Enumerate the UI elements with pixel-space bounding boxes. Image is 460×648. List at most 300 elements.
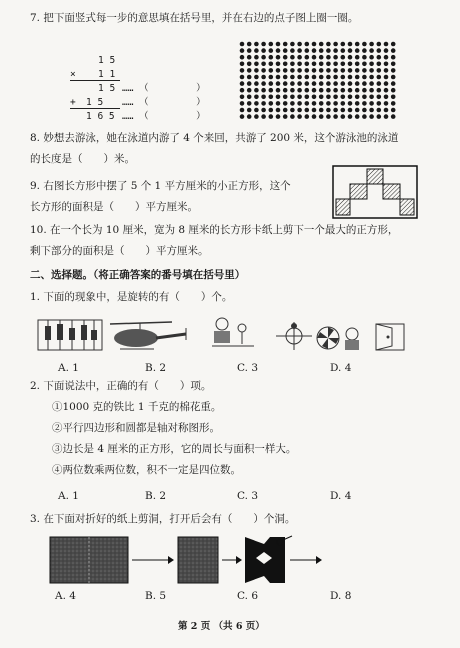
- grid-dot: [333, 62, 338, 67]
- grid-dot: [240, 42, 245, 47]
- grid-dot: [240, 81, 245, 86]
- grid-dot: [283, 101, 288, 106]
- grid-dot: [290, 62, 295, 67]
- grid-dot: [369, 55, 374, 60]
- grid-dot: [369, 62, 374, 67]
- grid-dot: [297, 75, 302, 80]
- grid-dot: [319, 75, 324, 80]
- grid-dot: [348, 62, 353, 67]
- page-footer: 第 2 页 （共 6 页）: [178, 621, 265, 632]
- grid-dot: [341, 42, 346, 47]
- grid-dot: [333, 88, 338, 93]
- grid-dot: [276, 81, 281, 86]
- grid-dot: [276, 101, 281, 106]
- grid-dot: [319, 42, 324, 47]
- grid-dot: [240, 62, 245, 67]
- grid-dot: [341, 95, 346, 100]
- grid-dot: [384, 95, 389, 100]
- q8-line1: 8. 妙想去游泳，她在泳道内游了 4 个来回，共游了 200 米，这个游泳池的泳道: [30, 132, 399, 144]
- grid-dot: [326, 68, 331, 73]
- grid-dot: [305, 95, 310, 100]
- grid-dot: [247, 75, 252, 80]
- grid-dot: [341, 55, 346, 60]
- grid-dot: [369, 95, 374, 100]
- grid-dot: [391, 48, 396, 53]
- grid-dot: [326, 108, 331, 113]
- grid-dot: [391, 101, 396, 106]
- grid-dot: [355, 81, 360, 86]
- grid-dot: [355, 88, 360, 93]
- grid-dot: [348, 75, 353, 80]
- grid-dot: [369, 114, 374, 119]
- grid-dot: [377, 48, 382, 53]
- grid-dot: [319, 108, 324, 113]
- grid-dot: [341, 114, 346, 119]
- grid-dot: [297, 108, 302, 113]
- grid-dot: [269, 48, 274, 53]
- grid-dot: [312, 101, 317, 106]
- grid-dot: [355, 108, 360, 113]
- grid-dot: [333, 114, 338, 119]
- grid-dot: [297, 114, 302, 119]
- grid-dot: [290, 81, 295, 86]
- grid-dot: [369, 48, 374, 53]
- grid-dot: [348, 68, 353, 73]
- c2-statement-3: ③边长是 4 厘米的正方形，它的周长与面积一样大。: [52, 443, 297, 455]
- grid-dot: [384, 75, 389, 80]
- grid-dot: [362, 62, 367, 67]
- grid-dot: [290, 48, 295, 53]
- grid-dot: [247, 95, 252, 100]
- grid-dot: [384, 68, 389, 73]
- grid-dot: [362, 48, 367, 53]
- grid-dot: [269, 55, 274, 60]
- grid-dot: [319, 62, 324, 67]
- c2-statement-4: ④两位数乘两位数，积不一定是四位数。: [52, 464, 241, 476]
- grid-dot: [312, 114, 317, 119]
- grid-dot: [319, 88, 324, 93]
- grid-dot: [254, 48, 259, 53]
- grid-dot: [283, 95, 288, 100]
- grid-dot: [305, 48, 310, 53]
- grid-dot: [377, 81, 382, 86]
- grid-dot: [240, 48, 245, 53]
- grid-dot: [254, 81, 259, 86]
- grid-dot: [369, 88, 374, 93]
- grid-dot: [254, 95, 259, 100]
- grid-dot: [312, 48, 317, 53]
- c1-option-a: A. 1: [58, 362, 79, 374]
- grid-dot: [283, 55, 288, 60]
- grid-dot: [254, 75, 259, 80]
- q7-row5-fill: …… （ ）: [122, 111, 206, 122]
- grid-dot: [369, 108, 374, 113]
- grid-dot: [341, 62, 346, 67]
- grid-dot: [276, 88, 281, 93]
- grid-dot: [283, 108, 288, 113]
- grid-dot: [283, 42, 288, 47]
- grid-dot: [297, 88, 302, 93]
- grid-dot: [305, 42, 310, 47]
- grid-dot: [261, 101, 266, 106]
- grid-dot: [290, 42, 295, 47]
- grid-dot: [348, 95, 353, 100]
- grid-dot: [391, 88, 396, 93]
- grid-dot: [254, 101, 259, 106]
- grid-dot: [384, 55, 389, 60]
- grid-dot: [341, 101, 346, 106]
- grid-dot: [297, 101, 302, 106]
- q7-row2: 1 1: [98, 69, 116, 80]
- q10-line1: 10. 在一个长为 10 厘米，宽为 8 厘米的长方形卡纸上剪下一个最大的正方形，: [30, 224, 399, 236]
- grid-dot: [341, 48, 346, 53]
- grid-dot: [261, 108, 266, 113]
- grid-dot: [312, 55, 317, 60]
- grid-dot: [312, 88, 317, 93]
- c3-option-c: C. 6: [237, 590, 259, 602]
- grid-dot: [276, 48, 281, 53]
- grid-dot: [362, 55, 367, 60]
- grid-dot: [312, 68, 317, 73]
- grid-dot: [247, 81, 252, 86]
- grid-dot: [348, 81, 353, 86]
- grid-dot: [377, 42, 382, 47]
- grid-dot: [290, 55, 295, 60]
- grid-dot: [247, 108, 252, 113]
- grid-dot: [362, 75, 367, 80]
- grid-dot: [341, 88, 346, 93]
- grid-dot: [348, 101, 353, 106]
- c1-phenomena-images: [36, 316, 436, 356]
- grid-dot: [269, 108, 274, 113]
- grid-dot: [240, 108, 245, 113]
- grid-dot: [355, 114, 360, 119]
- grid-dot: [290, 108, 295, 113]
- grid-dot: [326, 62, 331, 67]
- grid-dot: [391, 55, 396, 60]
- grid-dot: [333, 42, 338, 47]
- c1-option-d: D. 4: [330, 362, 352, 374]
- grid-dot: [377, 62, 382, 67]
- grid-dot: [355, 42, 360, 47]
- grid-dot: [333, 55, 338, 60]
- grid-dot: [391, 108, 396, 113]
- grid-dot: [261, 114, 266, 119]
- grid-dot: [391, 42, 396, 47]
- section2-title: 二、选择题。（将正确答案的番号填在括号里）: [30, 269, 246, 281]
- grid-dot: [377, 68, 382, 73]
- q10-line2: 剩下部分的面积是（ ）平方厘米。: [30, 245, 209, 257]
- helicopter-image: [110, 322, 186, 349]
- grid-dot: [312, 81, 317, 86]
- grid-dot: [384, 62, 389, 67]
- grid-dot: [319, 55, 324, 60]
- grid-dot: [283, 88, 288, 93]
- c2-option-c: C. 3: [237, 490, 259, 502]
- grid-dot: [369, 75, 374, 80]
- grid-dot: [305, 68, 310, 73]
- grid-dot: [377, 75, 382, 80]
- grid-dot: [297, 48, 302, 53]
- grid-dot: [391, 114, 396, 119]
- grid-dot: [261, 42, 266, 47]
- c1-text: 1. 下面的现象中，是旋转的有（ ）个。: [30, 291, 233, 303]
- grid-dot: [269, 95, 274, 100]
- grid-dot: [240, 88, 245, 93]
- grid-dot: [240, 114, 245, 119]
- grid-dot: [305, 55, 310, 60]
- grid-dot: [348, 108, 353, 113]
- grid-dot: [312, 62, 317, 67]
- grid-dot: [269, 75, 274, 80]
- grid-dot: [283, 81, 288, 86]
- grid-dot: [348, 42, 353, 47]
- grid-dot: [355, 68, 360, 73]
- q7-row4-op: +: [70, 97, 76, 108]
- grid-dot: [384, 114, 389, 119]
- grid-dot: [362, 42, 367, 47]
- grid-dot: [362, 68, 367, 73]
- grid-dot: [297, 42, 302, 47]
- grid-dot: [290, 95, 295, 100]
- grid-dot: [319, 68, 324, 73]
- grid-dot: [261, 48, 266, 53]
- grid-dot: [240, 75, 245, 80]
- grid-dot: [333, 75, 338, 80]
- q7-line2: [70, 108, 120, 109]
- grid-dot: [362, 114, 367, 119]
- q9-rectangle-figure: [332, 165, 418, 219]
- grid-dot: [312, 108, 317, 113]
- c3-option-a: A. 4: [55, 590, 76, 602]
- grid-dot: [261, 81, 266, 86]
- grid-dot: [269, 101, 274, 106]
- grid-dot: [247, 55, 252, 60]
- q7-row1: 1 5: [98, 55, 116, 66]
- grid-dot: [269, 42, 274, 47]
- grid-dot: [254, 42, 259, 47]
- grid-dot: [355, 48, 360, 53]
- grid-dot: [283, 68, 288, 73]
- grid-dot: [377, 55, 382, 60]
- grid-dot: [290, 114, 295, 119]
- grid-dot: [297, 95, 302, 100]
- grid-dot: [362, 95, 367, 100]
- grid-dot: [261, 68, 266, 73]
- grid-dot: [247, 48, 252, 53]
- c2-statement-2: ②平行四边形和圆都是轴对称图形。: [52, 422, 220, 434]
- grid-dot: [247, 68, 252, 73]
- grid-dot: [384, 81, 389, 86]
- grid-dot: [240, 101, 245, 106]
- c2-text: 2. 下面说法中，正确的有（ ）项。: [30, 380, 212, 392]
- grid-dot: [377, 114, 382, 119]
- grid-dot: [369, 42, 374, 47]
- grid-dot: [319, 95, 324, 100]
- grid-dot: [312, 95, 317, 100]
- grid-dot: [297, 62, 302, 67]
- grid-dot: [276, 62, 281, 67]
- grid-dot: [261, 62, 266, 67]
- grid-dot: [384, 101, 389, 106]
- grid-dot: [297, 68, 302, 73]
- grid-dot: [333, 108, 338, 113]
- grid-dot: [276, 68, 281, 73]
- grid-dot: [305, 88, 310, 93]
- grid-dot: [391, 68, 396, 73]
- grid-dot: [319, 114, 324, 119]
- grid-dot: [362, 81, 367, 86]
- grid-dot: [305, 62, 310, 67]
- q7-text: 7. 把下面竖式每一步的意思填在括号里，并在右边的点子图上圈一圈。: [30, 12, 359, 24]
- grid-dot: [355, 95, 360, 100]
- c2-statement-1: ①1000 克的铁比 1 千克的棉花重。: [52, 401, 222, 413]
- grid-dot: [319, 101, 324, 106]
- grid-dot: [269, 68, 274, 73]
- grid-dot: [269, 88, 274, 93]
- grid-dot: [341, 68, 346, 73]
- toy-image: [276, 322, 312, 350]
- grid-dot: [305, 75, 310, 80]
- grid-dot: [319, 81, 324, 86]
- grid-dot: [377, 95, 382, 100]
- pinwheel-image: [317, 327, 359, 350]
- grid-dot: [247, 42, 252, 47]
- grid-dot: [297, 55, 302, 60]
- grid-dot: [276, 108, 281, 113]
- grid-dot: [348, 114, 353, 119]
- c3-option-d: D. 8: [330, 590, 352, 602]
- c2-option-b: B. 2: [145, 490, 167, 502]
- grid-dot: [261, 75, 266, 80]
- c1-option-b: B. 2: [145, 362, 167, 374]
- c2-option-d: D. 4: [330, 490, 352, 502]
- grid-dot: [283, 75, 288, 80]
- q8-line2: 的长度是（ ）米。: [30, 153, 135, 165]
- grid-dot: [362, 101, 367, 106]
- grid-dot: [333, 101, 338, 106]
- door-image: [376, 324, 404, 350]
- grid-dot: [247, 62, 252, 67]
- grid-dot: [355, 62, 360, 67]
- grid-dot: [384, 42, 389, 47]
- c2-option-a: A. 1: [58, 490, 79, 502]
- grid-dot: [240, 68, 245, 73]
- grid-dot: [326, 81, 331, 86]
- grid-dot: [247, 114, 252, 119]
- c3-text: 3. 在下面对折好的纸上剪洞，打开后会有（ ）个洞。: [30, 513, 296, 525]
- grid-dot: [290, 68, 295, 73]
- grid-dot: [333, 68, 338, 73]
- grid-dot: [283, 62, 288, 67]
- grid-dot: [261, 55, 266, 60]
- grid-dot: [369, 68, 374, 73]
- grid-dot: [391, 75, 396, 80]
- grid-dot: [261, 95, 266, 100]
- grid-dot: [377, 88, 382, 93]
- grid-dot: [283, 48, 288, 53]
- grid-dot: [341, 108, 346, 113]
- grid-dot: [254, 68, 259, 73]
- grid-dot: [326, 95, 331, 100]
- grid-dot: [377, 101, 382, 106]
- grid-dot: [254, 62, 259, 67]
- grid-dot: [305, 108, 310, 113]
- grid-dot: [333, 81, 338, 86]
- grid-dot: [283, 114, 288, 119]
- grid-dot: [391, 62, 396, 67]
- c3-paper-folding-figure: [40, 534, 370, 586]
- grid-dot: [391, 95, 396, 100]
- grid-dot: [326, 42, 331, 47]
- q9-line1: 9. 右图长方形中摆了 5 个 1 平方厘米的小正方形，这个: [30, 180, 291, 192]
- grid-dot: [247, 88, 252, 93]
- q7-row3: 1 5: [98, 83, 116, 94]
- grid-dot: [362, 88, 367, 93]
- grid-dot: [305, 114, 310, 119]
- grid-dot: [319, 48, 324, 53]
- grid-dot: [254, 55, 259, 60]
- abacus-image: [38, 320, 102, 350]
- grid-dot: [290, 75, 295, 80]
- q7-row3-fill: …… （ ）: [122, 83, 206, 94]
- grid-dot: [384, 48, 389, 53]
- grid-dot: [326, 55, 331, 60]
- grid-dot: [341, 81, 346, 86]
- grid-dot: [297, 81, 302, 86]
- grid-dot: [240, 95, 245, 100]
- grid-dot: [276, 75, 281, 80]
- grid-dot: [326, 114, 331, 119]
- grid-dot: [384, 108, 389, 113]
- grid-dot: [333, 95, 338, 100]
- grid-dot: [362, 108, 367, 113]
- grid-dot: [369, 81, 374, 86]
- dot-grid-image: [238, 40, 398, 122]
- grid-dot: [254, 108, 259, 113]
- grid-dot: [355, 101, 360, 106]
- grid-dot: [269, 81, 274, 86]
- grid-dot: [355, 55, 360, 60]
- grid-dot: [312, 42, 317, 47]
- c1-option-c: C. 3: [237, 362, 259, 374]
- q7-row4-fill: …… （ ）: [122, 97, 206, 108]
- grid-dot: [326, 101, 331, 106]
- grid-dot: [369, 101, 374, 106]
- grid-dot: [247, 101, 252, 106]
- q9-line2: 长方形的面积是（ ）平方厘米。: [30, 201, 198, 213]
- grid-dot: [326, 88, 331, 93]
- grid-dot: [341, 75, 346, 80]
- grid-dot: [276, 114, 281, 119]
- grid-dot: [377, 108, 382, 113]
- grid-dot: [254, 88, 259, 93]
- grid-dot: [348, 55, 353, 60]
- grid-dot: [326, 75, 331, 80]
- grid-dot: [290, 101, 295, 106]
- q7-row2-op: ×: [70, 69, 76, 80]
- grid-dot: [348, 48, 353, 53]
- grid-dot: [384, 88, 389, 93]
- grid-dot: [391, 81, 396, 86]
- grid-dot: [261, 88, 266, 93]
- grid-dot: [333, 48, 338, 53]
- grid-dot: [276, 42, 281, 47]
- grid-dot: [355, 75, 360, 80]
- q7-row4: 1 5: [86, 97, 104, 108]
- grid-dot: [326, 48, 331, 53]
- grid-dot: [269, 114, 274, 119]
